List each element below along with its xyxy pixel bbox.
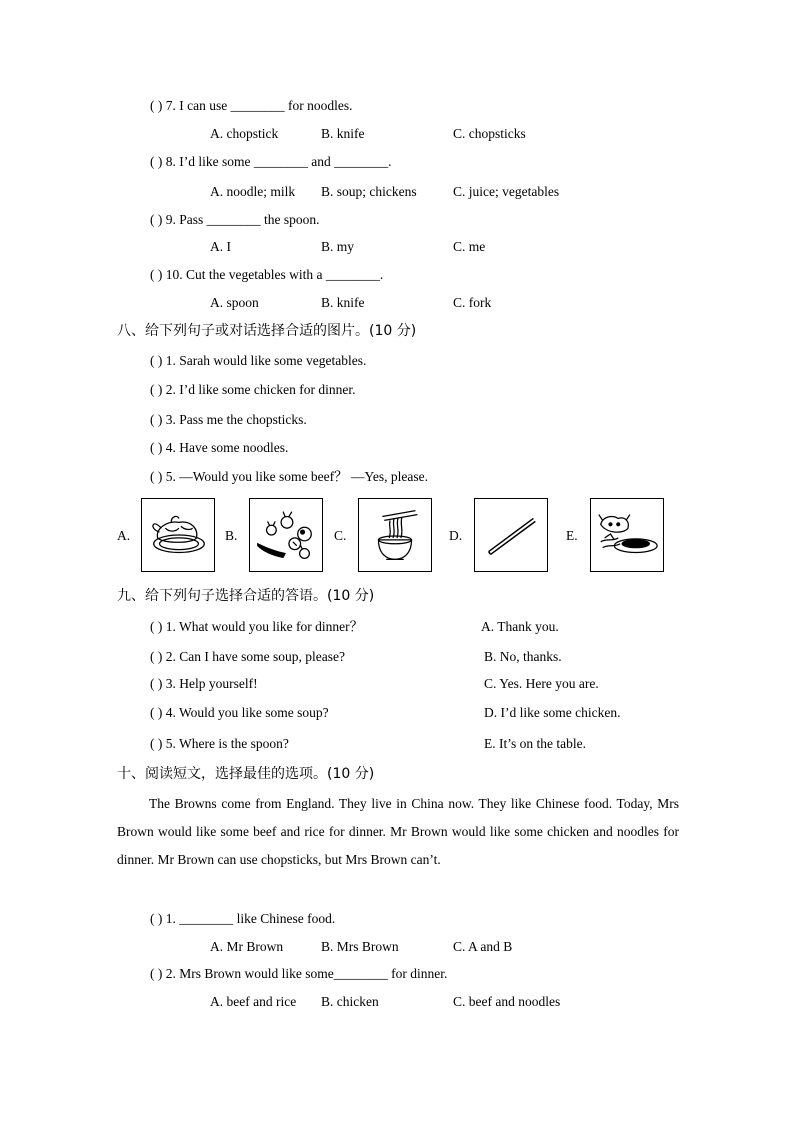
option-a[interactable]: A. noodle; milk	[210, 184, 296, 199]
response-question-2	[150, 648, 345, 666]
question-text: Help yourself!	[179, 676, 258, 691]
vegetables-icon	[249, 498, 323, 572]
picture-letter-c: C.	[334, 528, 347, 543]
picture-letter-e: E.	[566, 528, 578, 543]
question-text: Have some noodles.	[179, 440, 289, 455]
option-a[interactable]: A. I	[210, 239, 231, 254]
answer-bracket[interactable]: ( ) 2.	[150, 649, 176, 664]
response-question-1	[150, 618, 363, 636]
response-option-c: C. Yes. Here you are.	[484, 676, 599, 691]
option-c[interactable]: C. fork	[453, 295, 492, 310]
answer-bracket[interactable]: ( ) 3.	[150, 412, 176, 427]
question-text: I can use ________ for noodles.	[179, 98, 353, 113]
option-c[interactable]: C. chopsticks	[453, 126, 526, 141]
reading-question-2	[150, 965, 447, 983]
question-text: Sarah would like some vegetables.	[179, 353, 367, 368]
answer-bracket[interactable]: ( ) 2.	[150, 382, 176, 397]
response-option-d: D. I’d like some chicken.	[484, 705, 621, 720]
question-text: Pass ________ the spoon.	[179, 212, 320, 227]
option-a[interactable]: A. spoon	[210, 295, 259, 310]
option-a[interactable]: A. chopstick	[210, 126, 279, 141]
response-question-3	[150, 675, 258, 693]
answer-bracket[interactable]: ( ) 4.	[150, 705, 176, 720]
answer-bracket[interactable]: ( ) 7.	[150, 98, 176, 113]
answer-bracket[interactable]: ( ) 5.	[150, 736, 176, 751]
picture-question-3	[150, 411, 307, 429]
question-text: Mrs Brown would like some________ for dinner.	[179, 966, 448, 981]
answer-bracket[interactable]: ( ) 1.	[150, 619, 176, 634]
question-text: What would you like for dinner？	[179, 619, 364, 634]
response-option-a: A. Thank you.	[481, 619, 559, 634]
question-10	[150, 266, 383, 284]
reading-question-1	[150, 910, 335, 928]
option-c[interactable]: C. A and B	[453, 939, 513, 954]
picture-question-4	[150, 439, 288, 457]
option-c[interactable]: C. me	[453, 239, 486, 254]
beef-plate-icon	[590, 498, 664, 572]
question-text: ________ like Chinese food.	[179, 911, 336, 926]
section-9-heading: 九、给下列句子选择合适的答语。(10 分)	[117, 588, 375, 604]
option-b[interactable]: B. Mrs Brown	[321, 939, 399, 954]
picture-question-1	[150, 352, 366, 370]
question-text: —Would you like some beef？ —Yes, please.	[179, 469, 429, 484]
answer-bracket[interactable]: ( ) 4.	[150, 440, 176, 455]
question-7	[150, 97, 352, 115]
answer-bracket[interactable]: ( ) 10.	[150, 267, 183, 282]
question-text: Pass me the chopsticks.	[179, 412, 307, 427]
picture-question-5	[150, 468, 428, 486]
answer-bracket[interactable]: ( ) 5.	[150, 469, 176, 484]
picture-question-2	[150, 381, 355, 399]
response-question-5	[150, 735, 289, 753]
option-b[interactable]: B. chicken	[321, 994, 379, 1009]
response-option-e: E. It’s on the table.	[484, 736, 586, 751]
question-text: Would you like some soup?	[179, 705, 329, 720]
response-question-4	[150, 704, 329, 722]
reading-passage: The Browns come from England. They live in China now. They like Chinese food. Today, Mrs Brown would like some beef and rice for dinner. Mr Brown would like some chicken and noodles for dinner. Mr Brown can use chopsticks, but Mrs Brown can’t.	[117, 796, 679, 867]
option-b[interactable]: B. knife	[321, 126, 365, 141]
question-text: Where is the spoon?	[179, 736, 289, 751]
option-c[interactable]: C. beef and noodles	[453, 994, 561, 1009]
answer-bracket[interactable]: ( ) 3.	[150, 676, 176, 691]
option-c[interactable]: C. juice; vegetables	[453, 184, 560, 199]
option-b[interactable]: B. soup; chickens	[321, 184, 417, 199]
option-b[interactable]: B. knife	[321, 295, 365, 310]
picture-letter-d: D.	[449, 528, 463, 543]
question-text: I’d like some chicken for dinner.	[179, 382, 356, 397]
option-b[interactable]: B. my	[321, 239, 355, 254]
answer-bracket[interactable]: ( ) 1.	[150, 911, 176, 926]
option-a[interactable]: A. beef and rice	[210, 994, 297, 1009]
answer-bracket[interactable]: ( ) 8.	[150, 154, 176, 169]
chopsticks-icon	[474, 498, 548, 572]
question-8	[150, 153, 391, 171]
question-9	[150, 211, 320, 229]
answer-bracket[interactable]: ( ) 9.	[150, 212, 176, 227]
question-text: I’d like some ________ and ________.	[179, 154, 392, 169]
question-text: Cut the vegetables with a ________.	[186, 267, 384, 282]
section-8-heading: 八、给下列句子或对话选择合适的图片。(10 分)	[117, 323, 417, 339]
picture-letter-b: B.	[225, 528, 238, 543]
response-option-b: B. No, thanks.	[484, 649, 562, 664]
question-text: Can I have some soup, please?	[179, 649, 345, 664]
section-10-heading: 十、阅读短文，选择最佳的选项。(10 分)	[117, 766, 375, 782]
answer-bracket[interactable]: ( ) 2.	[150, 966, 176, 981]
noodles-bowl-icon	[358, 498, 432, 572]
option-a[interactable]: A. Mr Brown	[210, 939, 284, 954]
answer-bracket[interactable]: ( ) 1.	[150, 353, 176, 368]
picture-letter-a: A.	[117, 528, 131, 543]
roast-chicken-icon	[141, 498, 215, 572]
